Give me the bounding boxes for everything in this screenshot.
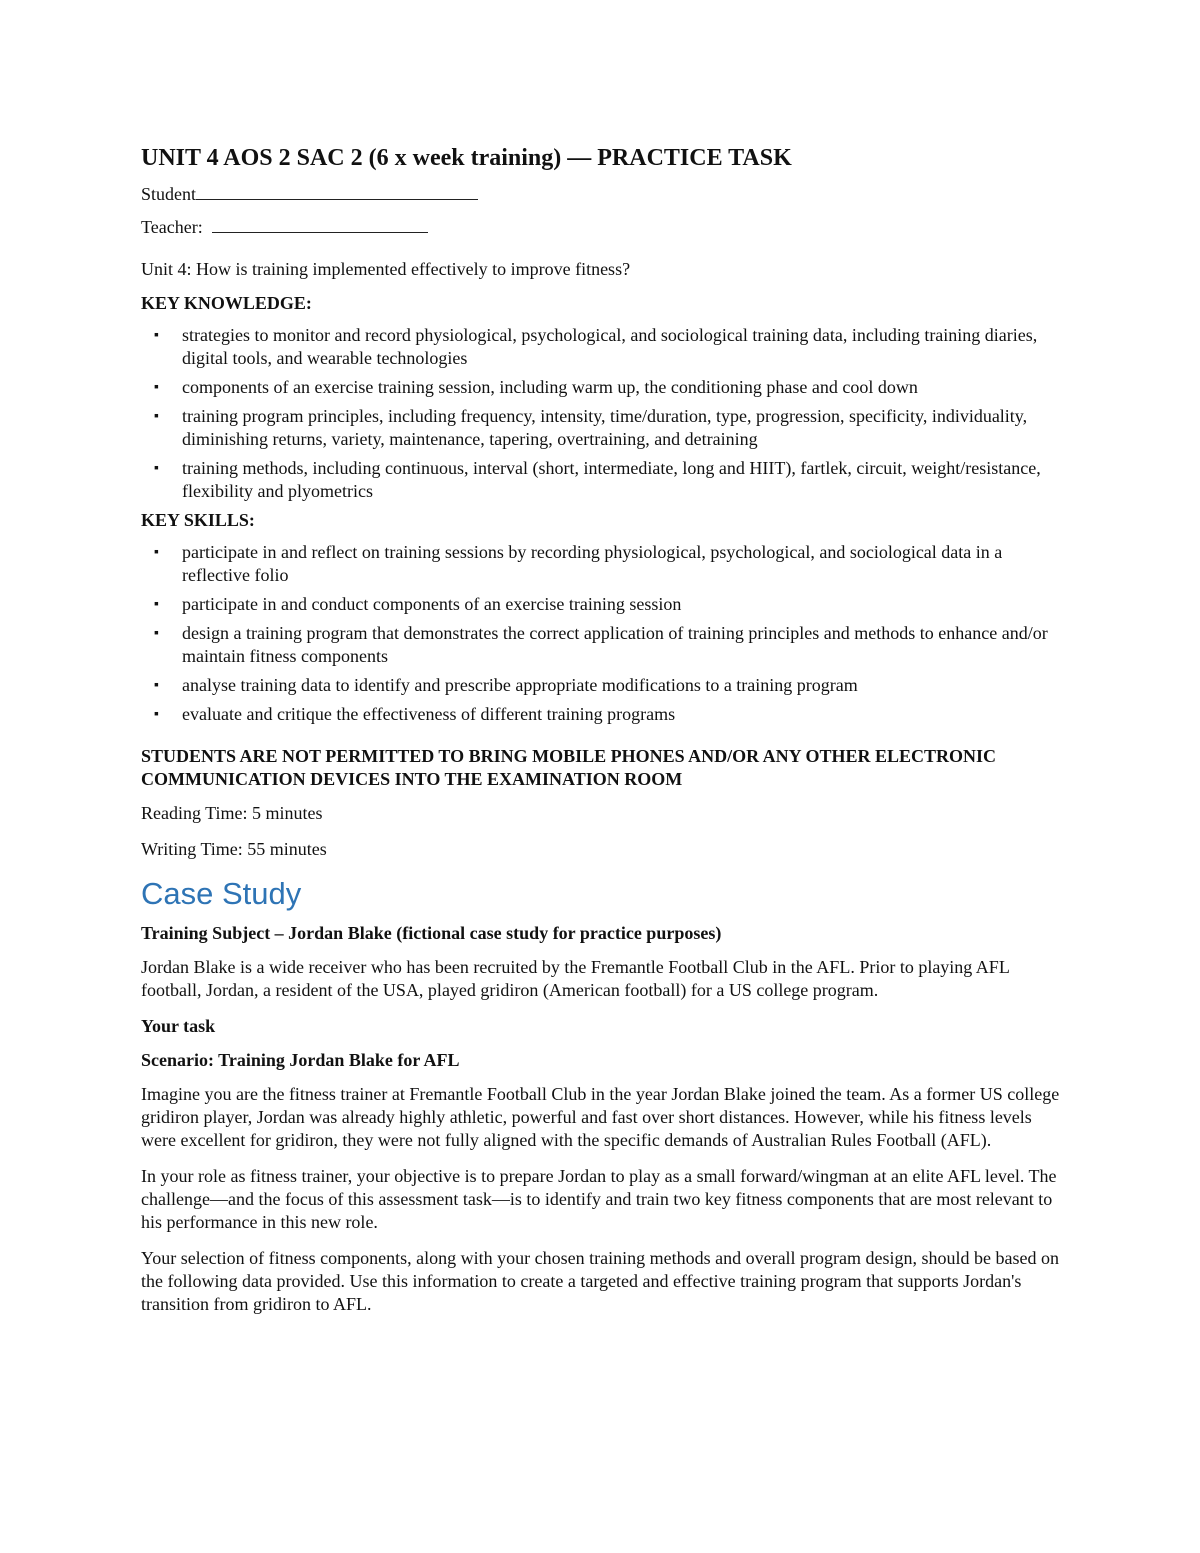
bullet-icon: ▪: [154, 626, 159, 641]
document-content: [141, 140, 1066, 1329]
teacher-label: Teacher:: [141, 217, 203, 237]
student-blank-line: [196, 180, 478, 200]
bullet-icon: ▪: [154, 328, 159, 343]
bullet-icon: ▪: [154, 597, 159, 612]
bullet-icon: ▪: [154, 461, 159, 476]
case-study-heading: Case Study: [141, 876, 302, 911]
bullet-icon: ▪: [154, 678, 159, 693]
your-task-heading: Your task: [141, 1016, 216, 1036]
unit-question: Unit 4: How is training implemented effectively to improve fitness?: [141, 259, 631, 279]
scenario-paragraph: Imagine you are the fitness trainer at Fremantle Football Club in the year Jordan Blake joined the team. As a former US college gridiron player, Jordan was already highly athletic, powerful and fast over short distances. However, while his fitness levels were excellent for gridiron, they were not fully aligned with the specific demands of Australian Rules Football (AFL).: [141, 1084, 1060, 1150]
list-item: ▪ participate in and conduct components of an exercise training session: [154, 594, 682, 614]
list-item: ▪ analyse training data to identify and prescribe appropriate modifications to a training program: [154, 675, 858, 695]
case-study-intro: Jordan Blake is a wide receiver who has been recruited by the Fremantle Football Club in the AFL. Prior to playing AFL football, Jordan, a resident of the USA, played gridiron (American football) for a US college program.: [141, 957, 1010, 1000]
key-knowledge-list: [141, 324, 1066, 503]
training-subject-heading: Training Subject – Jordan Blake (fictional case study for practice purposes): [141, 923, 722, 943]
list-item: ▪ design a training program that demonstrates the correct application of training principles and methods to enhance and/or maintain fitness components: [154, 623, 1048, 666]
list-item: ▪ components of an exercise training session, including warm up, the conditioning phase and cool down: [154, 377, 918, 397]
student-field: [141, 180, 1066, 206]
bullet-icon: ▪: [154, 380, 159, 395]
list-item: ▪ training methods, including continuous, interval (short, intermediate, long and HIIT), fartlek, circuit, weight/resistance, flexibility and plyometrics: [154, 458, 1041, 501]
scenario-paragraph: In your role as fitness trainer, your objective is to prepare Jordan to play as a small forward/wingman at an elite AFL level. The challenge—and the focus of this assessment task—is to identify and train two key fitness components that are most relevant to his performance in this new role.: [141, 1166, 1057, 1232]
list-item: ▪ strategies to monitor and record physiological, psychological, and sociological training data, including training diaries, digital tools, and wearable technologies: [154, 325, 1038, 368]
list-item: ▪ participate in and reflect on training sessions by recording physiological, psychological, and sociological data in a reflective folio: [154, 542, 1003, 585]
bullet-icon: ▪: [154, 409, 159, 424]
bullet-icon: ▪: [154, 545, 159, 560]
key-knowledge-heading: KEY KNOWLEDGE:: [141, 293, 312, 313]
key-skills-heading: KEY SKILLS:: [141, 510, 255, 530]
list-item: ▪ training program principles, including frequency, intensity, time/duration, type, progression, specificity, individuality, diminishing returns, variety, maintenance, tapering, overtraining, and detraining: [154, 406, 1028, 449]
teacher-blank-line: [212, 213, 428, 233]
bullet-icon: ▪: [154, 707, 159, 722]
key-skills-list: [141, 541, 1066, 726]
reading-time: Reading Time: 5 minutes: [141, 803, 323, 823]
scenario-paragraph: Your selection of fitness components, along with your chosen training methods and overall program design, should be based on the following data provided. Use this information to create a targeted and effective training program that supports Jordan's transition from gridiron to AFL.: [141, 1248, 1060, 1314]
document-title: UNIT 4 AOS 2 SAC 2 (6 x week training) — PRACTICE TASK: [141, 145, 792, 171]
exam-warning: STUDENTS ARE NOT PERMITTED TO BRING MOBILE PHONES AND/OR ANY OTHER ELECTRONIC COMMUNICATION DEVICES INTO THE EXAMINATION ROOM: [141, 746, 997, 789]
writing-time: Writing Time: 55 minutes: [141, 839, 327, 859]
student-label: Student: [141, 184, 197, 204]
list-item: ▪ evaluate and critique the effectiveness of different training programs: [154, 704, 676, 724]
scenario-heading: Scenario: Training Jordan Blake for AFL: [141, 1050, 460, 1070]
teacher-field: [141, 213, 1066, 239]
